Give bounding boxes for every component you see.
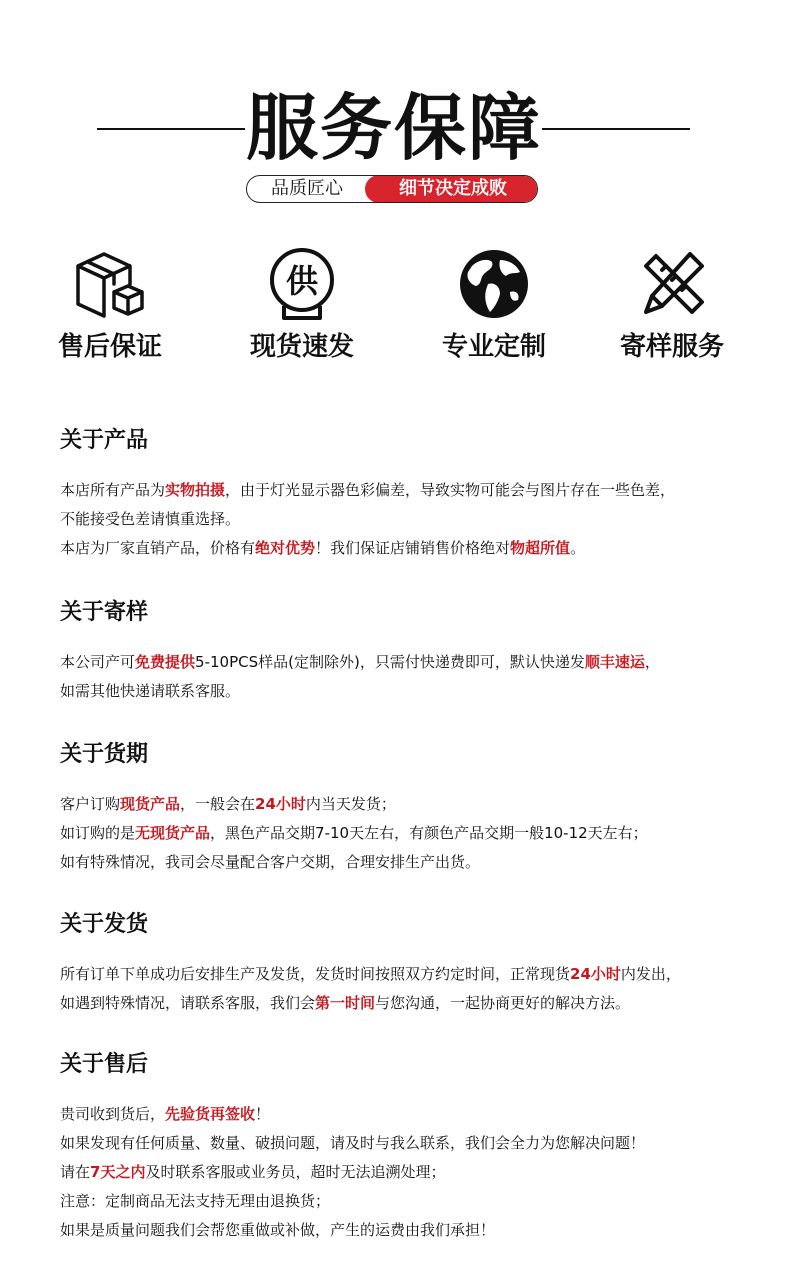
feature-label: 现货速发	[249, 332, 354, 362]
highlight-text: 免费提供	[135, 653, 196, 671]
highlight-text: 第一时间	[315, 994, 376, 1012]
highlight-text: 现货产品	[120, 795, 181, 813]
body-text: 内当天发货；	[305, 795, 396, 813]
section-body	[60, 648, 770, 706]
body-text: ！	[255, 1105, 271, 1123]
box-icon	[70, 244, 150, 324]
body-line	[60, 505, 770, 534]
body-text: 如果是质量问题我们会帮您重做或补做，产生的运费由我们承担！	[60, 1221, 496, 1239]
slogan-pill	[246, 175, 538, 203]
body-text: ！我们保证店铺销售价格绝对	[315, 539, 511, 557]
body-text: 本店为厂家直销产品，价格有	[60, 539, 256, 557]
header	[0, 80, 790, 180]
body-line	[60, 534, 770, 563]
body-line	[60, 790, 770, 819]
body-line	[60, 819, 770, 848]
globe-icon	[454, 244, 534, 324]
section-title: 关于寄样	[60, 600, 149, 625]
section-body	[60, 960, 770, 1018]
body-line	[60, 989, 770, 1018]
body-text: 及时联系客服或业务员，超时无法追溯处理；	[145, 1163, 446, 1181]
body-text: 贵司收到货后，	[60, 1105, 166, 1123]
body-text: ，由于灯光显示器色彩偏差，导致实物可能会与图片存在一些色差，	[225, 481, 676, 499]
section-body	[60, 1100, 770, 1245]
highlight-text: 实物拍摄	[165, 481, 226, 499]
body-line	[60, 677, 770, 706]
body-text: 如遇到特殊情况，请联系客服，我们会	[60, 994, 316, 1012]
section-title: 关于发货	[60, 912, 149, 937]
section-body	[60, 476, 770, 563]
body-text: 本店所有产品为	[60, 481, 166, 499]
highlight-text: 绝对优势	[255, 539, 316, 557]
body-text: ，黑色产品交期7-10天左右，有颜色产品交期一般10-12天左右；	[210, 824, 648, 842]
supply-icon-char: 供	[285, 262, 319, 300]
body-text: 如订购的是	[60, 824, 136, 842]
section-title: 关于产品	[60, 428, 149, 453]
body-text: 与您沟通，一起协商更好的解决方法。	[375, 994, 631, 1012]
body-text: 客户订购	[60, 795, 121, 813]
supply-icon	[262, 244, 342, 324]
section-shipping	[60, 910, 770, 1018]
section-sample	[60, 598, 770, 706]
title-divider-left	[97, 128, 245, 130]
body-text: 本公司产可	[60, 653, 136, 671]
body-text: 如需其他快递请联系客服。	[60, 682, 241, 700]
body-text: 如果发现有任何质量、数量、破损问题，请及时与我么联系，我们会全力为您解决问题！	[60, 1134, 646, 1152]
section-title: 关于货期	[60, 742, 149, 767]
feature-after-sales	[30, 240, 190, 370]
section-title: 关于售后	[60, 1052, 149, 1077]
slogan-right: 细节决定成败	[365, 175, 538, 203]
body-text: 如有特殊情况，我司会尽量配合客户交期，合理安排生产出货。	[60, 853, 481, 871]
body-text: 所有订单下单成功后安排生产及发货，发货时间按照双方约定时间，正常现货	[60, 965, 571, 983]
body-line	[60, 1158, 770, 1187]
body-text: 不能接受色差请慎重选择。	[60, 510, 241, 528]
feature-fast-delivery	[222, 240, 382, 370]
body-text: 内发出，	[620, 965, 681, 983]
body-text: ，一般会在	[180, 795, 256, 813]
body-text: 请在	[60, 1163, 91, 1181]
feature-label: 售后保证	[57, 332, 162, 362]
feature-sample	[592, 240, 752, 370]
highlight-text: 24小时	[570, 965, 621, 983]
body-text: ，	[644, 653, 660, 671]
body-line	[60, 648, 770, 677]
pencil-ruler-icon	[632, 244, 712, 324]
feature-label: 寄样服务	[619, 332, 724, 362]
highlight-text: 顺丰速运	[584, 653, 645, 671]
body-line	[60, 1187, 770, 1216]
slogan-left: 品质匠心	[271, 178, 343, 199]
feature-label: 专业定制	[441, 332, 546, 362]
body-text: 注意：定制商品无法支持无理由退换货；	[60, 1192, 331, 1210]
highlight-text: 24小时	[255, 795, 306, 813]
highlight-text: 无现货产品	[135, 824, 211, 842]
body-line	[60, 1129, 770, 1158]
body-line	[60, 476, 770, 505]
section-after-sales	[60, 1050, 770, 1245]
highlight-text: 物超所值	[510, 539, 571, 557]
section-body	[60, 790, 770, 877]
body-line	[60, 1216, 770, 1245]
body-line	[60, 960, 770, 989]
section-lead-time	[60, 740, 770, 877]
body-text: 5-10PCS样品(定制除外)，只需付快递费即可，默认快递发	[195, 653, 585, 671]
feature-custom	[414, 240, 574, 370]
highlight-text: 先验货再签收	[165, 1105, 256, 1123]
page-title: 服务保障	[245, 86, 542, 170]
section-product	[60, 426, 770, 563]
body-line	[60, 1100, 770, 1129]
highlight-text: 7天之内	[90, 1163, 146, 1181]
body-text: 。	[570, 539, 586, 557]
body-line	[60, 848, 770, 877]
title-divider-right	[542, 128, 690, 130]
